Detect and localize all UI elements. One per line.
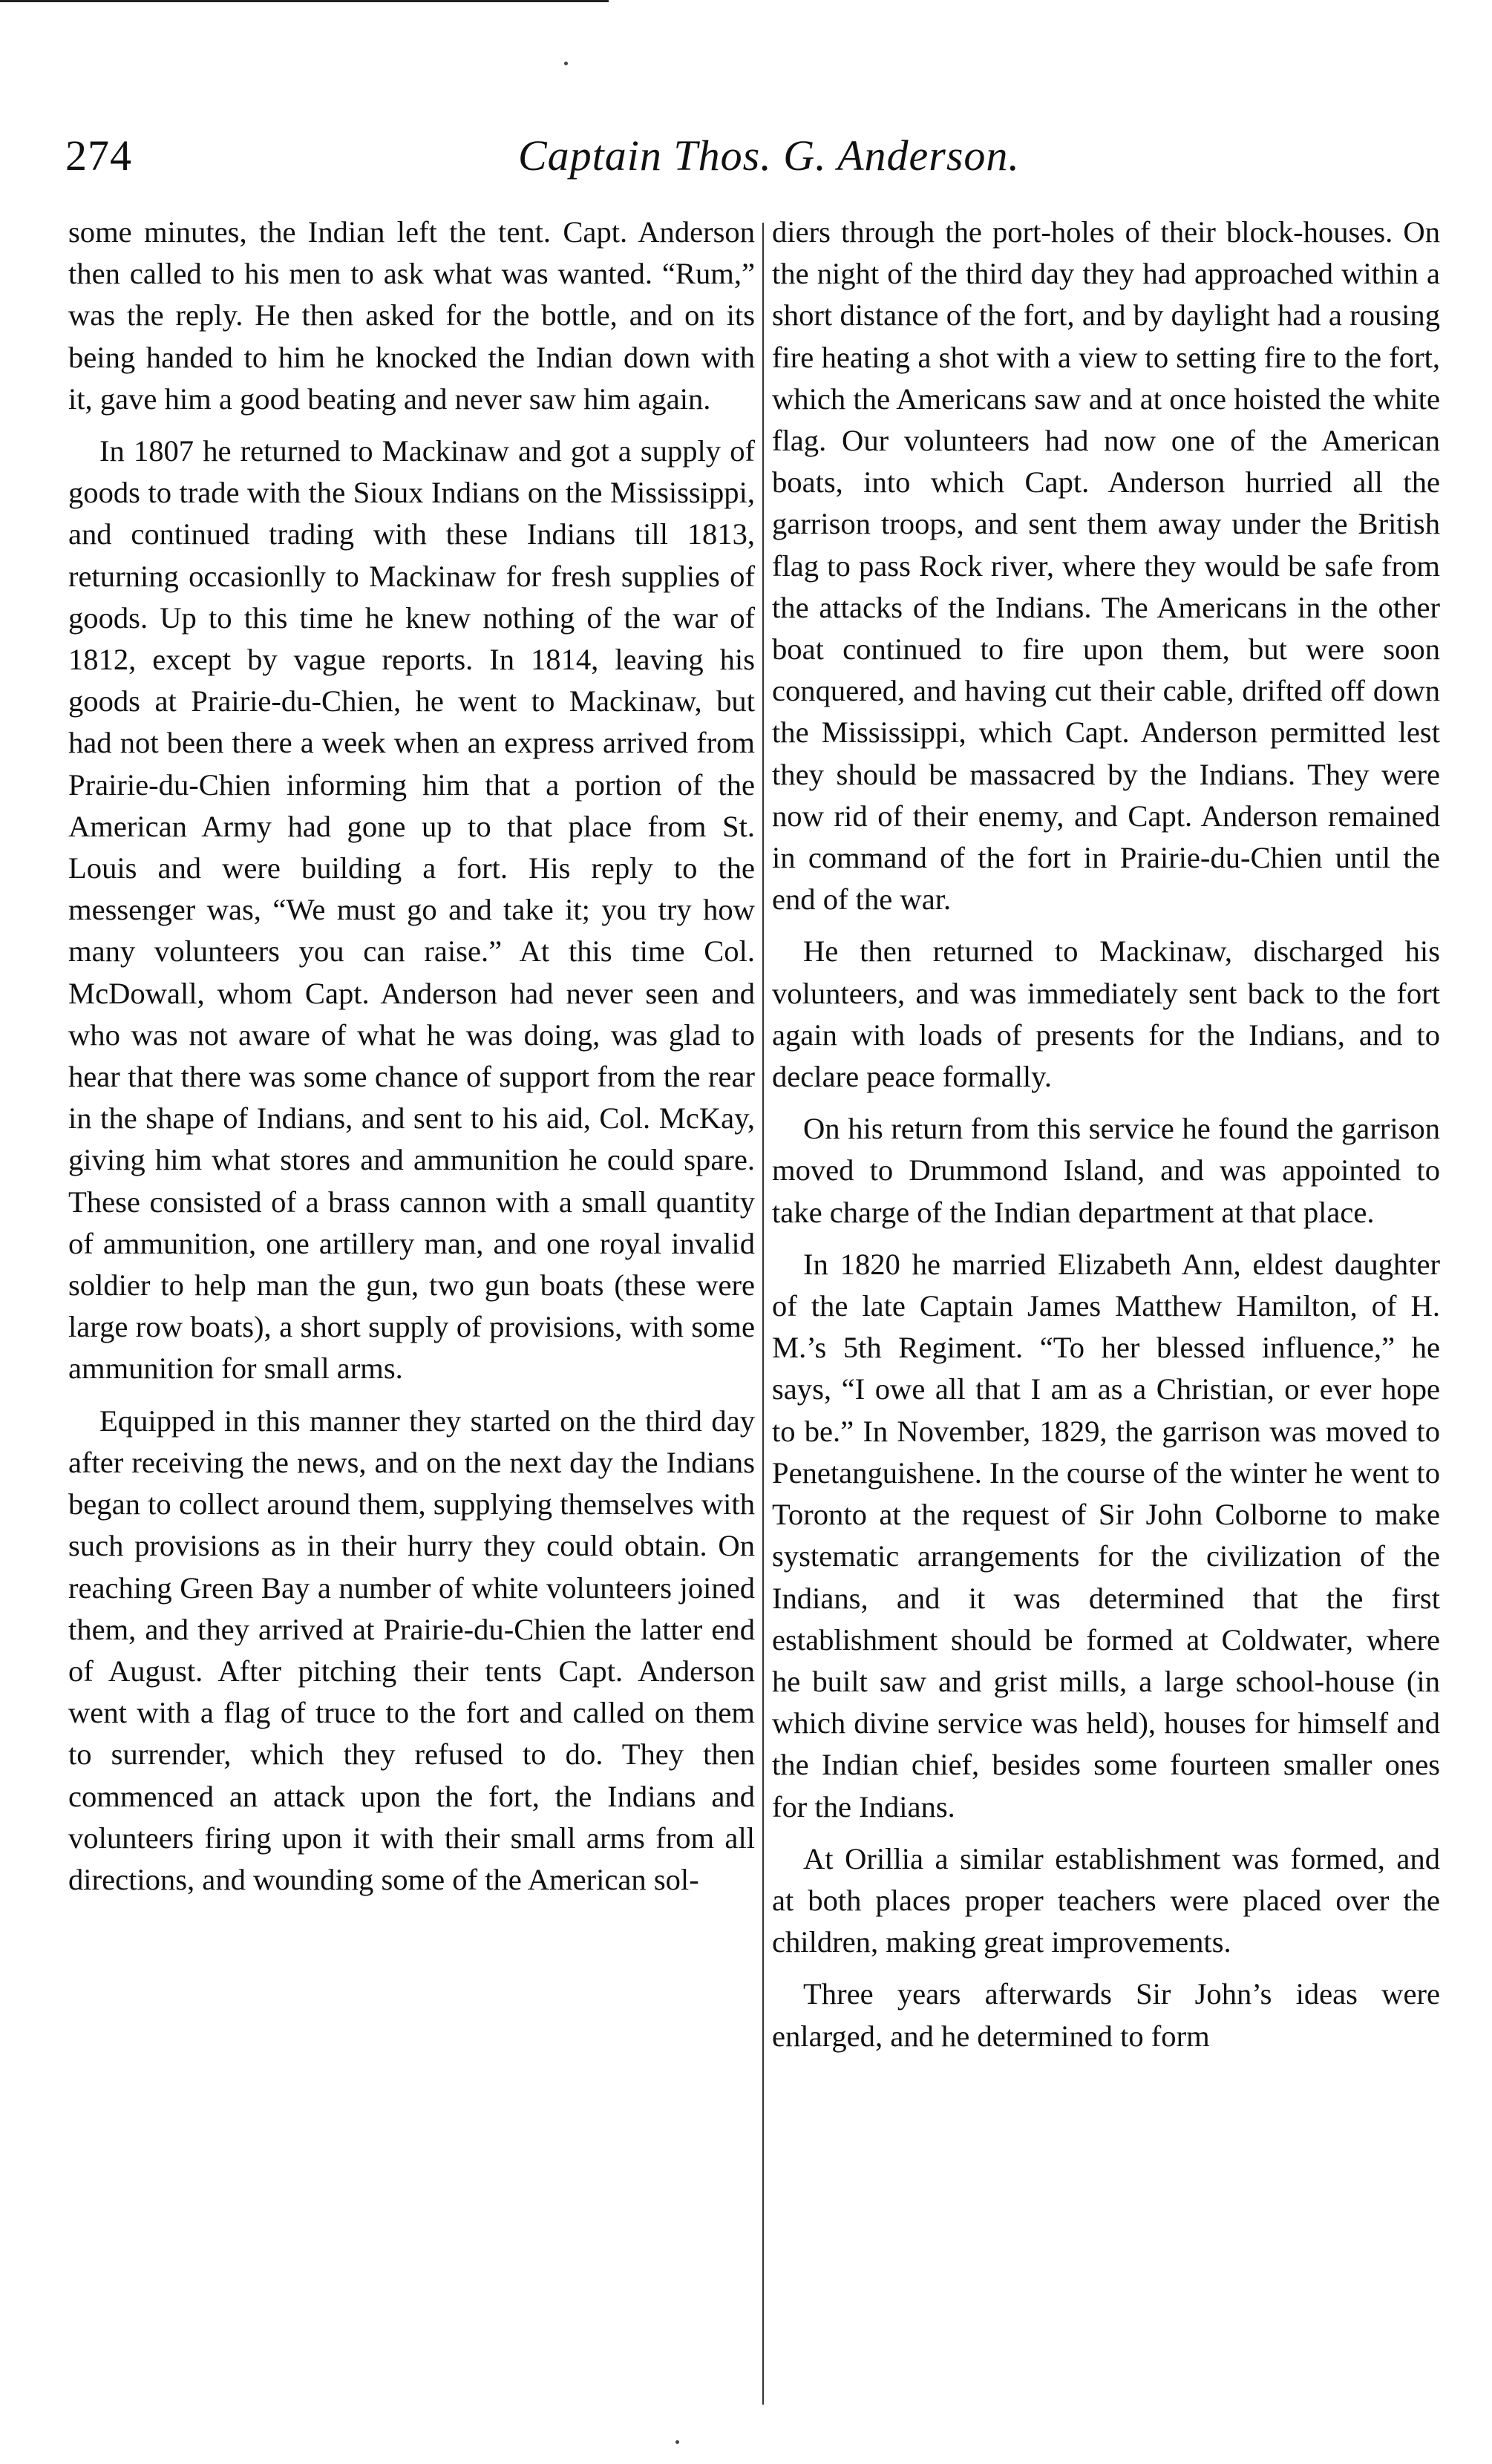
page-number: 274 bbox=[65, 131, 132, 180]
paragraph: Equipped in this manner they started on the third day after receiving the news, and on the next day the Indians began to collect around them, supplying themselves with such provisions as in their hurry they could obtain. On reaching Green Bay a number of white volunteers joined them, and they arrived at Prairie-du-Chien the latter end of August. After pitching their tents Capt. Anderson went with a flag of truce to the fort and called on them to surrender, which they refused to do. They then commenced an attack upon the fort, the Indians and volunteers firing upon it with their small arms from all directions, and wounding some of the American sol- bbox=[68, 1403, 755, 1896]
top-rule bbox=[0, 0, 609, 2]
paragraph: He then returned to Mackinaw, discharged his volunteers, and was immediately sent back to the fort again with loads of presents for the Indians, and to declare peace formally. bbox=[772, 934, 1440, 1094]
paragraph: On his return from this service he found the garrison moved to Drummond Island, and was appointed to take charge of the Indian department at that place. bbox=[772, 1112, 1440, 1229]
speck-mark bbox=[564, 62, 568, 65]
paragraph: diers through the port-holes of their block-houses. On the night of the third day they had approached within a short distance of the fort, and by daylight had a rousing fire heating a shot with a view to setting fire to the fort, which the Americans saw and at once hoisted the white flag. Our volunteers had now one of the American boats, into which Capt. Anderson hurried all the garrison troops, and sent them away under the British flag to pass Rock river, where they would be safe from the attacks of the Indians. The Americans in the other boat continued to fire upon them, but were soon conquered, and having cut their cable, drifted off down the Mississippi, which Capt. Anderson permitted lest they should be massacred by the Indians. They were now rid of their enemy, and Capt. Anderson remained in command of the fort in Prairie-du-Chien until the end of the war. bbox=[772, 215, 1440, 917]
left-column bbox=[68, 212, 755, 1911]
paragraph: In 1820 he married Elizabeth Ann, eldest daughter of the late Captain James Matthew Hamilton, of H. M.’s 5th Regiment. “To her blessed influence,” he says, “I owe all that I am as a Christian, or ever hope to be.” In November, 1829, the garrison was moved to Penetanguishene. In the course of the winter he went to Toronto at the request of Sir John Colborne to make systematic arrangements for the civilization of the Indians, and it was determined that the first establishment should be formed at Coldwater, where he built saw and grist mills, a large school-house (in which divine service was held), houses for himself and the Indian chief, besides some fourteen smaller ones for the Indians. bbox=[772, 1247, 1440, 1824]
speck-mark bbox=[675, 2440, 679, 2444]
paragraph: At Orillia a similar establishment was formed, and at both places proper teachers were placed over the children, making great improvements. bbox=[772, 1841, 1440, 1959]
page-header bbox=[65, 125, 1453, 191]
column-divider bbox=[762, 223, 764, 2405]
right-column bbox=[772, 212, 1440, 2068]
paragraph: some minutes, the Indian left the tent. Capt. Anderson then called to his men to ask what was wanted. “Rum,” was the reply. He then asked for the bottle, and on its being handed to him he knocked the Indian down with it, gave him a good beating and never saw him again. bbox=[68, 215, 755, 416]
paragraph: In 1807 he returned to Mackinaw and got a supply of goods to trade with the Sioux Indians on the Mississippi, and continued trading with these Indians till 1813, returning occasionlly to Mackinaw for fresh supplies of goods. Up to this time he knew nothing of the war of 1812, except by vague reports. In 1814, leaving his goods at Prairie-du-Chien, he went to Mackinaw, but had not been there a week when an express arrived from Prairie-du-Chien informing him that a portion of the American Army had gone up to that place from St. Louis and were building a fort. His reply to the messenger was, “We must go and take it; you try how many volunteers you can raise.” At this time Col. McDowall, whom Capt. Anderson had never seen and who was not aware of what he was doing, was glad to hear that there was some chance of support from the rear in the shape of Indians, and sent to his aid, Col. McKay, giving him what stores and ammunition he could spare. These consisted of a brass cannon with a small quantity of ammunition, one artillery man, and one royal invalid soldier to help man the gun, two gun boats (these were large row boats), a short supply of provisions, with some ammunition for small arms. bbox=[68, 434, 755, 1386]
paragraph: Three years afterwards Sir John’s ideas were enlarged, and he determined to form bbox=[772, 1977, 1440, 2053]
running-head: Captain Thos. G. Anderson. bbox=[518, 131, 1020, 180]
